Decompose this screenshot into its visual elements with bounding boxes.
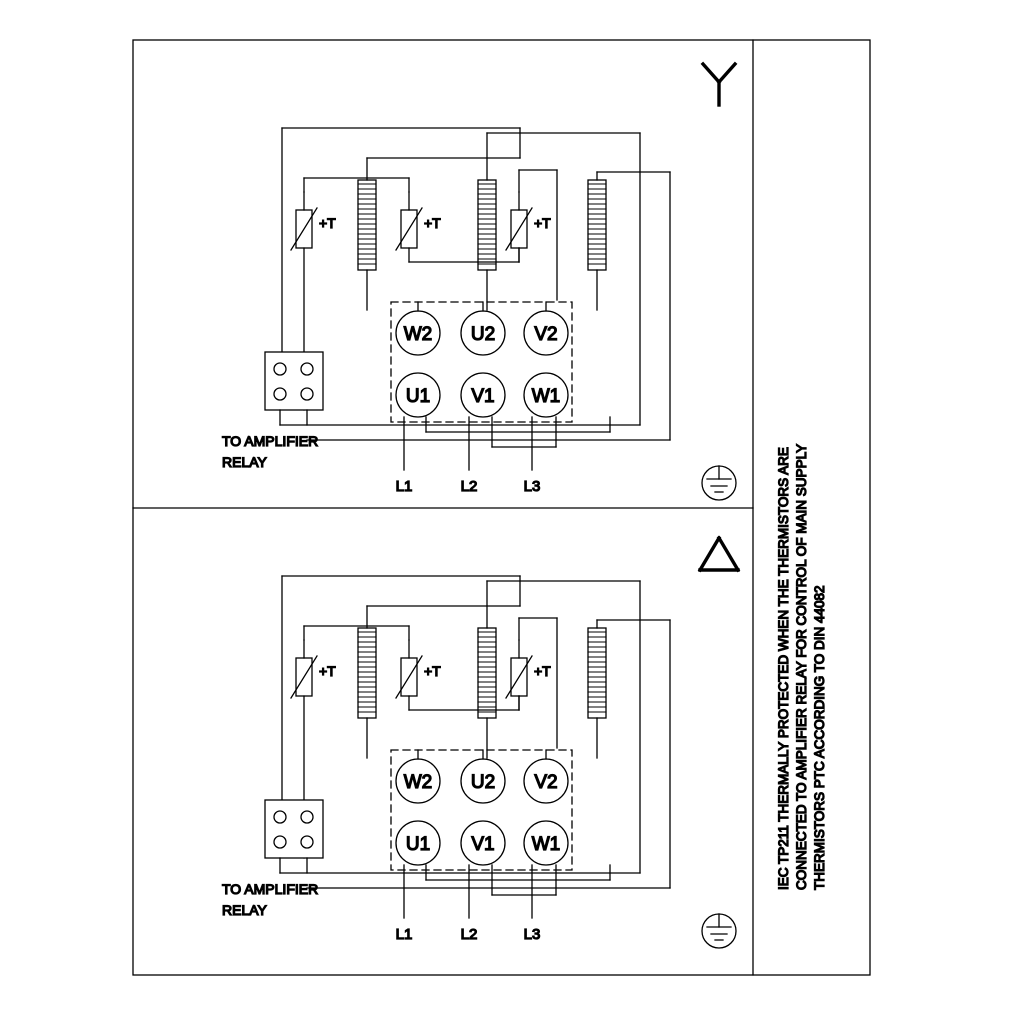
label-thermistor-1-star: +T — [319, 215, 336, 231]
label-u1-delta: U1 — [405, 834, 431, 855]
label-u2-delta: U2 — [470, 772, 496, 793]
label-v1-star: V1 — [471, 386, 495, 407]
label-l1-star: L1 — [395, 478, 413, 495]
label-amplifier-line2-star: RELAY — [222, 454, 267, 470]
earth-icon-star — [702, 466, 736, 500]
label-w2-star: W2 — [403, 324, 433, 345]
coil-1-star — [358, 158, 376, 310]
label-thermistor-2-star: +T — [424, 215, 441, 231]
coil-3-star — [588, 172, 670, 440]
panel-delta — [222, 538, 738, 948]
coil-1-delta — [358, 606, 376, 758]
label-w1-delta: W1 — [531, 834, 561, 855]
label-u1-star: U1 — [405, 386, 431, 407]
coil-2-delta — [478, 581, 496, 758]
note-line-3: THERMISTORS PTC ACCORDING TO DIN 44082 — [812, 585, 827, 890]
label-amplifier-line1-delta: TO AMPLIFIER — [222, 881, 319, 897]
note-line-2: CONNECTED TO AMPLIFIER RELAY FOR CONTROL OF MAIN SUPPLY — [794, 443, 809, 890]
label-u2-star: U2 — [470, 324, 496, 345]
label-l3-delta: L3 — [523, 926, 541, 943]
label-v1-delta: V1 — [471, 834, 495, 855]
label-l1-delta: L1 — [395, 926, 413, 943]
star-connection-icon — [703, 64, 735, 105]
label-amplifier-line2-delta: RELAY — [222, 902, 267, 918]
label-thermistor-3-star: +T — [534, 215, 551, 231]
amplifier-terminal-block-delta — [265, 800, 323, 873]
note-line-1: IEC TP211 THERMALLY PROTECTED WHEN THE THERMISTORS ARE — [776, 447, 791, 890]
label-l2-star: L2 — [460, 478, 478, 495]
coil-3-delta — [588, 620, 670, 888]
label-thermistor-3-delta: +T — [534, 663, 551, 679]
delta-connection-icon — [700, 538, 738, 570]
amplifier-terminal-block-star — [265, 352, 323, 425]
label-v2-delta: V2 — [534, 772, 558, 793]
earth-icon-delta — [702, 914, 736, 948]
thermistor-2-star — [396, 192, 422, 262]
coil-2-star — [478, 133, 496, 310]
panel-star — [222, 64, 736, 500]
label-v2-star: V2 — [534, 324, 558, 345]
label-thermistor-1-delta: +T — [319, 663, 336, 679]
note-column — [776, 444, 827, 890]
label-w2-delta: W2 — [403, 772, 433, 793]
label-thermistor-2-delta: +T — [424, 663, 441, 679]
label-l3-star: L3 — [523, 478, 541, 495]
label-amplifier-line1-star: TO AMPLIFIER — [222, 433, 319, 449]
thermistor-2-delta — [396, 640, 422, 710]
label-w1-star: W1 — [531, 386, 561, 407]
label-l2-delta: L2 — [460, 926, 478, 943]
